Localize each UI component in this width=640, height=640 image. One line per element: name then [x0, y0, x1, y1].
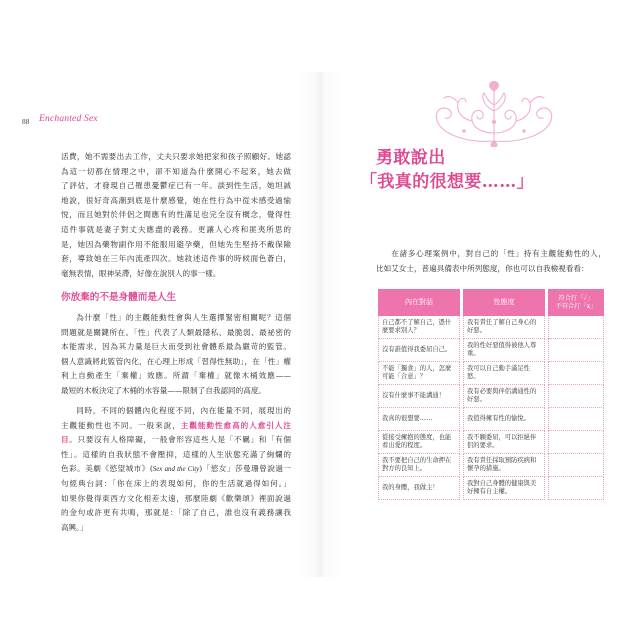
section-heading: 你放棄的不是身體而是人生: [61, 292, 177, 303]
sex-attitude-cell: 我有必要與伴侶溝通性的好惡。: [463, 385, 545, 408]
text-line: 句經典台詞：「你在床上的表現如何，你的生活就過得如何。」: [61, 478, 291, 488]
title-line-2: 「我真的很想要……」: [360, 172, 534, 192]
title-line-1: 勇敢說出: [376, 148, 446, 168]
text-line: 高興。」: [61, 522, 88, 532]
text-run: )「慾女」莎曼珊曾說過一: [199, 464, 292, 474]
text-line: 利上自動產生「棄權」效應。所謂「棄權」就像木桶效應——: [61, 371, 291, 381]
text-line: 比如艾女士，普遍具備表中所列態度，你也可以自我檢視看看：: [376, 263, 589, 273]
self-check-table: [375, 289, 607, 500]
sex-attitude-cell: 我值得擁有性的愉悅。: [463, 408, 545, 431]
text-line: 個人意識將此監管內化，在心理上形成「習得性無助」，在「性」權: [61, 356, 291, 366]
paragraph-3: [61, 404, 291, 535]
self-check-cell: [548, 316, 604, 339]
text-line: [61, 462, 291, 477]
inner-dialogue-cell: 我的身體，我做主！: [378, 477, 460, 500]
self-check-cell: [548, 339, 604, 362]
text-line: [61, 419, 291, 434]
inner-dialogue-cell: 從接受擁抱的態度，也能看出愛的程度。: [378, 431, 460, 454]
self-check-cell: [548, 408, 604, 431]
text-line: 同時，不同的個體內化程度不同，內在能量不同，展現出的: [76, 406, 291, 415]
table-row: [378, 431, 604, 454]
text-line: 如果你覺得東西方文化相差太遠，那麼陸劇《歡樂頌》裡面說過: [61, 493, 291, 503]
inner-dialogue-cell: 自己都不了解自己，憑什麼要求別人？: [378, 316, 460, 339]
table-row: [378, 454, 604, 477]
inner-dialogue-cell: 沒有誰值得我委屈自己。: [378, 339, 460, 362]
text-line: 套，導致她在三年內流產四次。她敘述這件事的時候面色蒼白，: [61, 254, 291, 264]
page-number: 88: [22, 117, 30, 126]
page-fold-shadow: [298, 72, 342, 577]
text-line: 悅，而且她對於伴侶之間應有的性滿足也完全沒有概念，覺得性: [61, 210, 291, 220]
inner-dialogue-cell: 我真的很想要……: [378, 408, 460, 431]
sex-attitude-cell: 我有責任了解自己身心的好惡。: [463, 316, 545, 339]
paragraph-2: [61, 311, 291, 399]
text-line: 為這一切都在情理之中，卻不知道為什麼開心不起來，她去做: [61, 166, 291, 176]
text-line: 的金句或許更有共鳴，那就是：「除了自己，誰也沒有義務讓我: [61, 508, 291, 518]
table-header-row: [378, 289, 604, 316]
text-line: 了評估，才發現自己罹患憂鬱症已有一年。談到性生活，她坦誠: [61, 181, 291, 191]
sex-attitude-cell: 我有責任採取預防疾病和懷孕的措施。: [463, 454, 545, 477]
inner-dialogue-cell: 沒有什麼事不能溝通！: [378, 385, 460, 408]
inner-dialogue-cell: 我不要把自己的生命押在對方的良知上。: [378, 454, 460, 477]
text-line: 地說，很好奇高潮到底是什麼感覺，她在性行為中從未感受過愉: [61, 195, 291, 205]
text-line: 性」。這樣的自我狀態不會壓抑，這樣的人生狀態充滿了絢爛的: [61, 449, 291, 459]
table-row: [378, 362, 604, 385]
intro-paragraph: [376, 247, 606, 276]
emphasis-text: 目: [61, 435, 70, 445]
self-check-cell: [548, 454, 604, 477]
table-row: [378, 339, 604, 362]
self-check-table-body: [378, 316, 604, 500]
text-line: [61, 433, 291, 448]
text-line: 是，她因為藥物副作用不能服用避孕藥，但她先生堅持不戴保險: [61, 239, 291, 249]
text-line: 最短的木板決定了木桶的水容量——限制了自我認同的高度。: [61, 385, 267, 395]
text-run: 主觀能動性也不同。一般來說，: [61, 420, 181, 430]
table-row: [378, 408, 604, 431]
text-line: 本能需求，因為其力量是巨大而受到社會體系最為嚴苛的監管。: [61, 342, 291, 352]
table-row: [378, 385, 604, 408]
text-run: 色彩。美劇《慾望城市》(: [61, 464, 153, 474]
table-row: [378, 316, 604, 339]
emphasis-text: 主觀能動性愈高的人愈引人注: [180, 420, 292, 430]
text-line: 毫無表情，眼神呆滯，好像在說別人的事一樣。: [61, 268, 221, 278]
sex-attitude-cell: 我可以自己動手滿足性慾。: [463, 362, 545, 385]
ornament-flourish: [424, 81, 564, 147]
inner-dialogue-cell: 不能「獨食」的人，怎麼可能「合意」？: [378, 362, 460, 385]
text-line: 在諸多心理案例中，對自己的「性」持有主觀能動性的人，: [391, 249, 606, 258]
paragraph-1: [61, 150, 291, 281]
running-header: Enchanted Sex: [39, 114, 98, 124]
sex-attitude-cell: 我不願委屈，可以拒絕伴侶的要求。: [463, 431, 545, 454]
header-check-line-1: 符合打「✓」: [558, 294, 594, 302]
italic-title: Sex and the City: [152, 466, 200, 474]
text-line: 這件事就是妻子對丈夫應盡的義務。更讓人心疼和匪夷所思的: [61, 224, 291, 234]
self-check-cell: [548, 477, 604, 500]
text-line: 問題就是關鍵所在。「性」代表了人類最隱私、最脆弱、最祕密的: [61, 327, 291, 337]
text-run: 。只要沒有人格障礙，一般會形容這些人是「不羈」和「有個: [69, 435, 292, 445]
header-check-line-2: 不符合打「x」: [555, 302, 597, 310]
sex-attitude-cell: 我的性好惡值得被他人尊重。: [463, 339, 545, 362]
self-check-cell: [548, 362, 604, 385]
text-line: 活費，她不需要出去工作，丈夫只要求她把家和孩子照顧好。她認: [61, 152, 291, 161]
self-check-cell: [548, 431, 604, 454]
self-check-cell: [548, 385, 604, 408]
table-row: [378, 477, 604, 500]
text-line: 為什麼「性」的主觀能動性會與人生選擇緊密相關呢？這個: [76, 313, 291, 322]
header-sex-attitude: 性態度: [463, 289, 545, 316]
header-self-check: [548, 289, 604, 316]
header-inner-dialogue: 內在對話: [378, 289, 460, 316]
sex-attitude-cell: 我對自己身體的健康與美好擁有自主權。: [463, 477, 545, 500]
